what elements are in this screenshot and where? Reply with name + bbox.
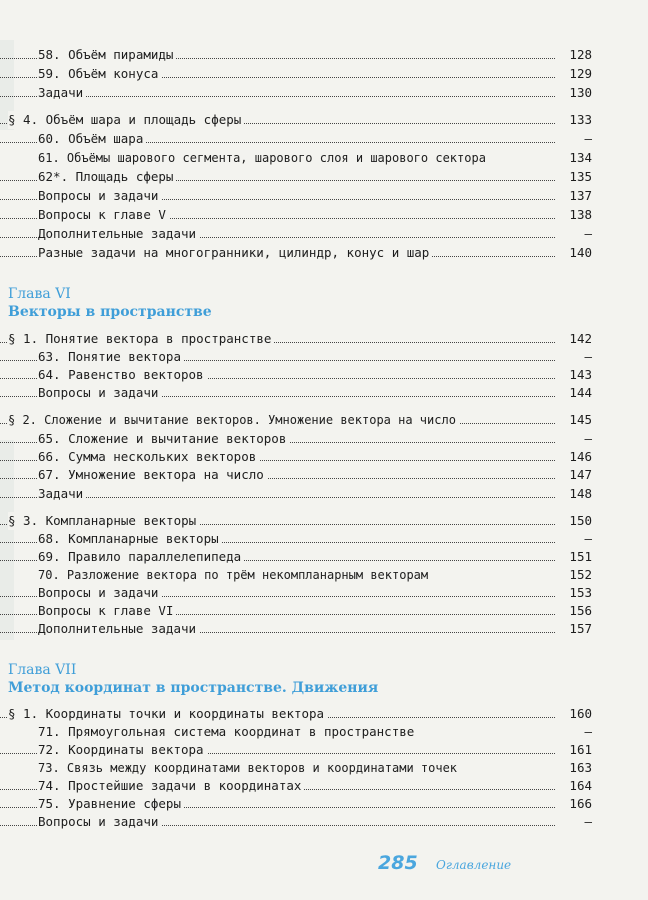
toc-section-title: § 4. Объём шара и площадь сферы xyxy=(8,111,244,129)
toc-entry-page: — xyxy=(584,814,592,829)
toc-entry xyxy=(0,244,648,262)
toc-entry-page: 143 xyxy=(569,367,592,382)
toc-entry-title: 69. Правило параллелепипеда xyxy=(38,548,244,566)
toc-entry-title: 66. Сумма нескольких векторов xyxy=(38,448,259,466)
toc-section-title: § 3. Компланарные векторы xyxy=(8,512,199,530)
toc-entry-title: Вопросы к главе VI xyxy=(38,602,176,620)
toc-entry-page: — xyxy=(584,531,592,546)
toc-entry-page: — xyxy=(584,724,592,739)
toc-entry-title: Вопросы и задачи xyxy=(38,384,161,402)
toc-entry-page: 156 xyxy=(569,603,592,618)
toc-entry-title: Вопросы и задачи xyxy=(38,187,161,205)
toc-entry-page: 152 xyxy=(569,567,592,582)
toc-entry-page: — xyxy=(584,131,592,146)
toc-section xyxy=(0,330,648,348)
toc-entry-page: 130 xyxy=(569,85,592,100)
toc-entry xyxy=(0,348,648,366)
toc-entry xyxy=(0,149,648,167)
toc-entry-title: Задачи xyxy=(38,84,86,102)
toc-entry-page: — xyxy=(584,226,592,241)
toc-entry-page: 144 xyxy=(569,385,592,400)
toc-entry-title: Вопросы и задачи xyxy=(38,584,161,602)
toc-section-title: § 2. Сложение и вычитание векторов. Умножение вектора на число xyxy=(8,411,459,429)
toc-entry-title: 63. Понятие вектора xyxy=(38,348,184,366)
toc-entry-title: 59. Объём конуса xyxy=(38,65,161,83)
toc-entry xyxy=(0,206,648,224)
toc-entry-title: 64. Равенство векторов xyxy=(38,366,207,384)
toc-entry-page: 129 xyxy=(569,66,592,81)
toc-entry xyxy=(0,813,648,831)
toc-entry-title: Задачи xyxy=(38,485,86,503)
toc-entry-page: 150 xyxy=(569,513,592,528)
toc-section xyxy=(0,512,648,530)
toc-entry-title: 67. Умножение вектора на число xyxy=(38,466,267,484)
toc-entry xyxy=(0,225,648,243)
toc-entry-title: 70. Разложение вектора по трём некомпланарным векторам xyxy=(38,566,431,584)
toc-entry-title: 75. Уравнение сферы xyxy=(38,795,184,813)
chapter-label: Глава VII xyxy=(8,662,77,678)
toc-entry-page: 133 xyxy=(569,112,592,127)
footer-section-label: Оглавление xyxy=(436,858,512,872)
toc-entry xyxy=(0,759,648,777)
toc-entry-page: 157 xyxy=(569,621,592,636)
toc-entry-page: 160 xyxy=(569,706,592,721)
toc-entry-page: 137 xyxy=(569,188,592,203)
toc-entry-page: 163 xyxy=(569,760,592,775)
toc-entry-title: 71. Прямоугольная система координат в пространстве xyxy=(38,723,417,741)
toc-entry xyxy=(0,46,648,64)
toc-entry-title: Разные задачи на многогранники, цилиндр, конус и шар xyxy=(38,244,432,262)
toc-entry-title: Вопросы к главе V xyxy=(38,206,169,224)
toc-entry-title: 72. Координаты вектора xyxy=(38,741,207,759)
toc-entry xyxy=(0,548,648,566)
toc-entry-page: 151 xyxy=(569,549,592,564)
toc-entry-title: 58. Объём пирамиды xyxy=(38,46,176,64)
toc-entry xyxy=(0,168,648,186)
page-number: 285 xyxy=(378,852,418,874)
toc-entry xyxy=(0,741,648,759)
toc-entry xyxy=(0,430,648,448)
toc-entry xyxy=(0,187,648,205)
toc-entry xyxy=(0,366,648,384)
toc-entry xyxy=(0,723,648,741)
toc-entry xyxy=(0,485,648,503)
toc-entry-title: 62*. Площадь сферы xyxy=(38,168,176,186)
toc-entry-page: 128 xyxy=(569,47,592,62)
toc-entry-title: Дополнительные задачи xyxy=(38,225,199,243)
toc-entry-title: Вопросы и задачи xyxy=(38,813,161,831)
toc-entry-page: — xyxy=(584,431,592,446)
toc-entry xyxy=(0,130,648,148)
toc-entry-title: 73. Связь между координатами векторов и координатами точек xyxy=(38,759,460,777)
toc-entry-page: 142 xyxy=(569,331,592,346)
toc-section xyxy=(0,705,648,723)
toc-entry xyxy=(0,584,648,602)
toc-entry-title: Дополнительные задачи xyxy=(38,620,199,638)
toc-entry xyxy=(0,777,648,795)
chapter-title: Метод координат в пространстве. Движения xyxy=(8,680,379,696)
toc-entry xyxy=(0,566,648,584)
toc-entry xyxy=(0,384,648,402)
toc-section-title: § 1. Координаты точки и координаты вектора xyxy=(8,705,327,723)
toc-entry xyxy=(0,84,648,102)
toc-entry xyxy=(0,448,648,466)
toc-entry-page: 147 xyxy=(569,467,592,482)
toc-entry-page: 166 xyxy=(569,796,592,811)
chapter-label: Глава VI xyxy=(8,286,71,302)
toc-entry-title: 60. Объём шара xyxy=(38,130,146,148)
toc-section xyxy=(0,111,648,129)
toc-entry xyxy=(0,466,648,484)
toc-entry xyxy=(0,620,648,638)
toc-entry-page: 148 xyxy=(569,486,592,501)
toc-entry-page: 138 xyxy=(569,207,592,222)
toc-entry-title: 65. Сложение и вычитание векторов xyxy=(38,430,289,448)
toc-entry xyxy=(0,65,648,83)
toc-entry-page: 145 xyxy=(569,412,592,427)
toc-entry-page: — xyxy=(584,349,592,364)
chapter-title: Векторы в пространстве xyxy=(8,304,212,320)
toc-section xyxy=(0,411,648,429)
toc-entry-page: 134 xyxy=(569,150,592,165)
toc-entry-title: 61. Объёмы шарового сегмента, шарового слоя и шарового сектора xyxy=(38,149,489,167)
toc-entry-page: 140 xyxy=(569,245,592,260)
toc-entry xyxy=(0,530,648,548)
toc-entry-page: 135 xyxy=(569,169,592,184)
toc-entry-page: 153 xyxy=(569,585,592,600)
toc-entry-page: 161 xyxy=(569,742,592,757)
toc-entry-page: 146 xyxy=(569,449,592,464)
toc-entry xyxy=(0,602,648,620)
toc-entry-title: 68. Компланарные векторы xyxy=(38,530,222,548)
toc-section-title: § 1. Понятие вектора в пространстве xyxy=(8,330,274,348)
toc-entry xyxy=(0,795,648,813)
toc-entry-title: 74. Простейшие задачи в координатах xyxy=(38,777,304,795)
toc-entry-page: 164 xyxy=(569,778,592,793)
